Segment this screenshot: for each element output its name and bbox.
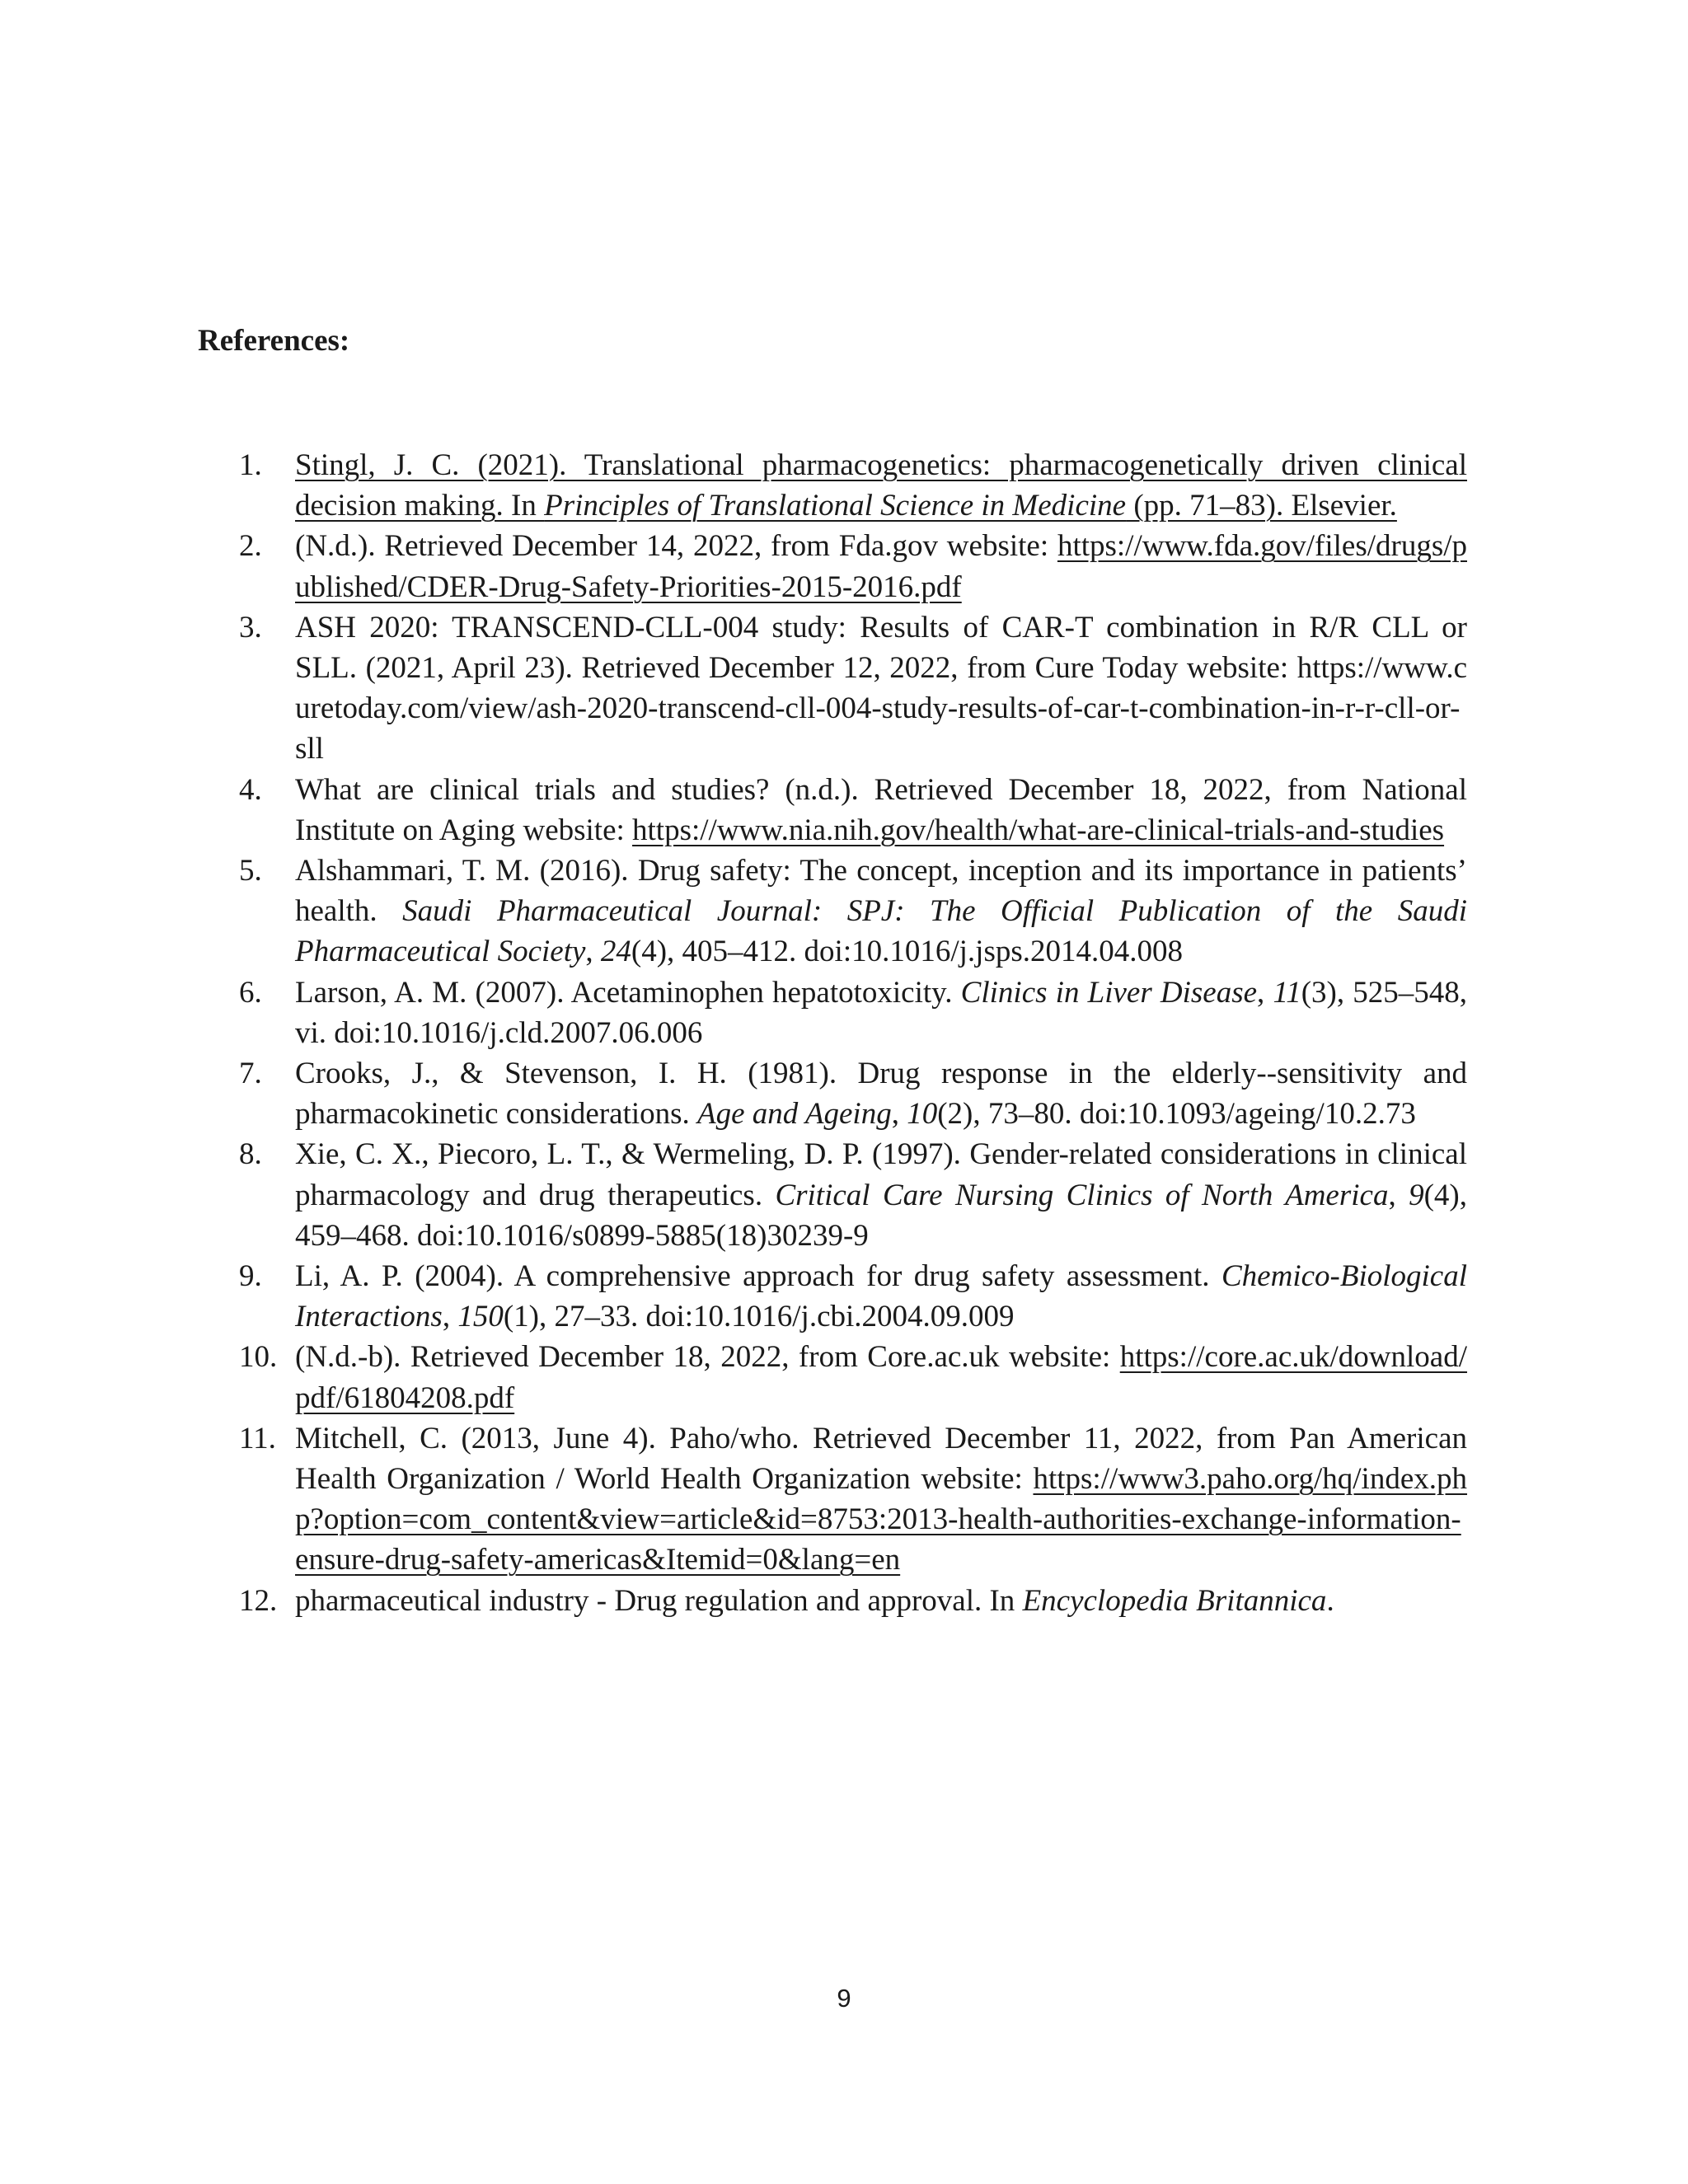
reference-item-1	[239, 445, 1467, 526]
reference-details: (4), 459–468. doi:10.1016/s0899-5885(18)30239-9	[295, 1178, 1467, 1253]
reference-text: pharmaceutical industry - Drug regulation and approval. In	[295, 1583, 1015, 1618]
reference-text: Crooks, J., & Stevenson, I. H. (1981). Drug response in the elderly--sensitivity and pharmacokinetic considerations.	[295, 1057, 1467, 1132]
reference-text: Xie, C. X., Piecoro, L. T., & Wermeling, D. P. (1997). Gender-related considerations in clinical pharmacology and drug therapeutics.	[295, 1137, 1467, 1212]
reference-text: (N.d.). Retrieved December 14, 2022, from Fda.gov website:	[295, 529, 1049, 564]
reference-item-7: 7. Crooks, J., & Stevenson, I. H. (1981). Drug response in the elderly--sensitivity and pharmacokinetic considerations. Age and Ageing, 10(2), 73–80. doi:10.1093/ageing/10.2.73	[239, 1053, 1467, 1134]
reference-details: (3), 525–548, vi. doi:10.1016/j.cld.2007.06.006	[295, 975, 1468, 1050]
journal-title: Critical Care Nursing Clinics of North America	[775, 1178, 1389, 1212]
reference-number: 5.	[239, 854, 262, 888]
book-title: Principles of Translational Science in Medicine	[544, 489, 1127, 523]
reference-url-link[interactable]: https://www.nia.nih.gov/health/what-are-clinical-trials-and-studies	[632, 813, 1445, 847]
reference-number: 3.	[239, 610, 262, 644]
reference-details: (4), 405–412. doi:10.1016/j.jsps.2014.04.008	[631, 935, 1183, 969]
reference-number: 12.	[239, 1583, 278, 1618]
reference-number: 9.	[239, 1259, 262, 1294]
source-title: Encyclopedia Britannica	[1022, 1583, 1327, 1618]
journal-title: Age and Ageing	[697, 1097, 892, 1132]
journal-volume: 11	[1273, 975, 1301, 1010]
reference-item-12	[239, 1581, 1467, 1621]
reference-item-9: 9. Li, A. P. (2004). A comprehensive approach for drug safety assessment. Chemico-Biological Interactions, 150(1), 27–33. doi:10.1016/j.cbi.2004.09.009	[239, 1256, 1467, 1337]
reference-number: 1.	[239, 448, 262, 482]
journal-title: Chemico-Biological Interactions	[295, 1259, 1467, 1334]
references-heading: References:	[198, 324, 350, 358]
journal-volume: 9	[1409, 1178, 1424, 1212]
reference-number: 10.	[239, 1340, 278, 1375]
reference-text: Mitchell, C. (2013, June 4). Paho/who. Retrieved December 11, 2022, from Pan American Health Organization / World Health Organization website:	[295, 1421, 1467, 1497]
reference-text: Larson, A. M. (2007). Acetaminophen hepatotoxicity.	[295, 975, 953, 1010]
reference-item-3	[239, 607, 1467, 770]
reference-item-11	[239, 1418, 1467, 1581]
reference-text: Alshammari, T. M. (2016). Drug safety: The concept, inception and its importance in patients’ health.	[295, 854, 1467, 929]
reference-text: (N.d.-b). Retrieved December 18, 2022, from Core.ac.uk website:	[295, 1340, 1111, 1375]
reference-number: 6.	[239, 975, 262, 1010]
reference-text: ASH 2020: TRANSCEND-CLL-004 study: Results of CAR-T combination in R/R CLL or SLL. (2021, April 23). Retrieved December 12, 2022, from Cure Today website:	[295, 610, 1467, 686]
reference-url-link[interactable]: https://www3.paho.org/hq/index.php?option=com_content&view=article&id=8753:2013-health-authorities-exchange-information-ensure-drug-safety-americas&Itemid=0&lang=en	[295, 1462, 1468, 1577]
reference-number: 11.	[239, 1421, 276, 1455]
reference-text: Stingl, J. C. (2021). Translational pharmacogenetics: pharmacogenetically driven clinical decision making. In	[295, 448, 1467, 523]
reference-item-8: 8. Xie, C. X., Piecoro, L. T., & Wermeling, D. P. (1997). Gender-related considerations in clinical pharmacology and drug therapeutics. Critical Care Nursing Clinics of North America, 9(4), 459–468. doi:10.1016/s0899-5885(18)30239-9	[239, 1134, 1467, 1256]
reference-item-4	[239, 770, 1467, 851]
reference-citation-link[interactable]	[295, 448, 1467, 523]
reference-number: 7.	[239, 1057, 262, 1091]
reference-item-10	[239, 1337, 1467, 1418]
journal-volume: 150	[457, 1300, 504, 1334]
reference-details: (2), 73–80. doi:10.1093/ageing/10.2.73	[937, 1097, 1416, 1132]
journal-volume: 24	[600, 935, 631, 969]
journal-title: Saudi Pharmaceutical Journal: SPJ: The Official Publication of the Saudi Pharmaceutical Society	[295, 894, 1468, 969]
reference-pages: (pp. 71–83). Elsevier.	[1126, 489, 1397, 523]
reference-details: (1), 27–33. doi:10.1016/j.cbi.2004.09.009	[503, 1300, 1015, 1334]
reference-number: 2.	[239, 529, 262, 564]
reference-item-2	[239, 526, 1467, 607]
reference-end: .	[1326, 1583, 1334, 1618]
reference-url: https://www.curetoday.com/view/ash-2020-transcend-cll-004-study-results-of-car-t-combination-in-r-r-cll-or-sll	[295, 651, 1468, 766]
reference-text: What are clinical trials and studies? (n.d.). Retrieved December 18, 2022, from National Institute on Aging website:	[295, 772, 1467, 847]
reference-text: Li, A. P. (2004). A comprehensive approach for drug safety assessment.	[295, 1259, 1210, 1294]
journal-title: Clinics in Liver Disease	[960, 975, 1258, 1010]
journal-volume: 10	[907, 1097, 938, 1132]
page-number: 9	[837, 1984, 851, 2013]
reference-url-link[interactable]: https://www.fda.gov/files/drugs/published/CDER-Drug-Safety-Priorities-2015-2016.pdf	[295, 529, 1467, 604]
reference-number: 4.	[239, 772, 262, 807]
reference-item-6: 6. Larson, A. M. (2007). Acetaminophen hepatotoxicity. Clinics in Liver Disease, 11(3), 525–548, vi. doi:10.1016/j.cld.2007.06.006	[239, 972, 1467, 1053]
reference-number: 8.	[239, 1137, 262, 1172]
reference-list	[239, 445, 1467, 1621]
reference-url-link[interactable]: https://core.ac.uk/download/pdf/61804208.pdf	[295, 1340, 1468, 1415]
reference-item-5: 5. Alshammari, T. M. (2016). Drug safety: The concept, inception and its importance in patients’ health. Saudi Pharmaceutical Journal: SPJ: The Official Publication of the Saudi Pharmaceutical Society, 24(4), 405–412. doi:10.1016/j.jsps.2014.04.008	[239, 851, 1467, 972]
